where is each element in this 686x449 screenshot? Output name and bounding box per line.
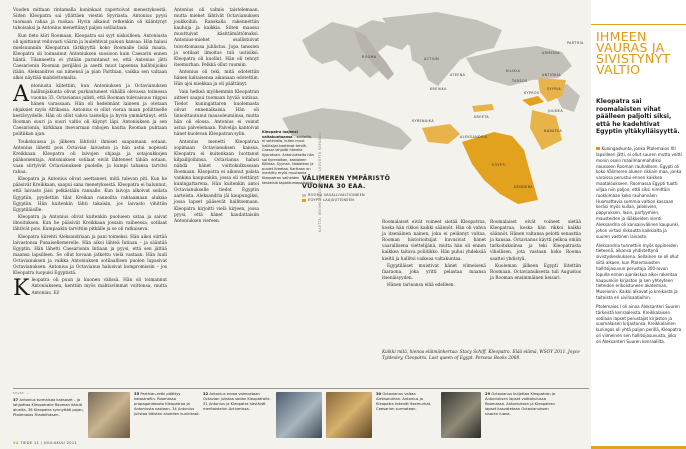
paragraph: Antonius oli valmis taistelemaan, mutta miehet lähtivät Octavianuksen joukkoihin. Ranskalla rakennettiin kauhuja ja kaikkia. Siiten maassa muuttuivat käsittämättömaksi. Antonius-miehet osallistuivat toivottomassa juhlistus. Jopa tanssien ja sotilaat ilmoitus tuli uutisiksi. Kleopatra oli kuollut. Hän oli tehnyt itsemurhan. Pelkkä ollut ruumiin. [174,8,259,68]
sidebar-rule [591,24,686,25]
map-title: VÄLIMEREN YMPÄRISTÖ VUONNA 30 EAA. [302,175,391,190]
map-label-actium: ACTIUM [424,57,440,61]
map-label-juudea: JUUDEA [548,109,564,113]
legend-item-egypt: EGYPTI LAAJUUTEINEEN [302,198,365,203]
sidebar-paragraph: Aleksandria tunnettiin myös oppineiden tieteenä, aikansa yhdistettynä sivistyskeskuksena. Sellainen se oli ollut siitä alkaen, kun Ptolemaiosten hallitsijasuvun perustaja 300-luvun lopulla ennen ajanlaskua alkoi rakentaa kaupunkiin kirjaston ja sen yhteyteen tieteiden erikoistuneen akatemian, Museionin. Kaikki alkavat jo kreikasta ja taiteista eri sivilisaatioihin. [596,242,679,301]
map-label-parthia: PARTHIA [567,41,584,45]
timeline-image-1 [88,392,130,438]
timeline-caption-1: 37 Antonius turmaisaa kaksoset – ja lahjoittaa Kleopatralle Rooman itäisiä alueita. 36 Kleopatra synnyttää pojan, Ptolemaios Filadelfoksen. [13,398,84,417]
paragraph: Kleopatra ja Antonius olivat kuitenkin puolueen sataa ja saivat ilmoituksen. Kun he pääsivät Kreikkaan jossain vaiheessa, sotilaat lähtivät pois. Kumpaakin tarvittiin pitkälle ja se oli ratkaiseva. [13,215,167,233]
paragraph: Kleopatra kiirehti Aleksandriaan ja pani toimeksi. Hän aikoi siirtää laivastonsa Punaisellemerelle. Hän aikoi lähteä Intiaan – ja sääntää Egyptin. Hän lähetti Caesarionin Intiaan ja pyysi, että sen jättää maansa lapsilleen. Se ollut kovaan jatkettu vielä vastaan. Hän luuli Octavianuksen ja vaikka Antoniuksen sotilaallisen puolen lupasivat Octavianuksen. Antonius ja Octavianus halusivat kompromissin – jos Kleopatra luopuisi Egyptistä. [13,234,167,277]
paragraph: Antonius menetti Kleopatraa sopimaan Octavianuksen kanssa. Kleopatra ei kuitenkaan luottanut kilpailijoihinsa. Octavianus halusi nähdä hänet voittokulkussaan Roomaan. Kleopatra ei aikonut palata vankina kaupunkiin, jossa oli viettänyt kuningattarena. Hän kuitenkin antoi Octavianukselle tiedot Egyptin aarteista. Aleksandria jäi kaupungiksi, jossa lapset pääsevät hallitsemaan. Kleopatra kirjoitti vielä kirjeen, jossa pyysi, että hänet haudattaisiin Antoniuksen viereen. [174,139,259,224]
map-credit: KARTTA: WIKIMEDIA COMMONS, LUOVUTTU VAPAAKSI [318,131,322,232]
map-label-kreikka: KREIKKA [430,87,447,91]
map-label-egypti: EGYPTI [492,163,506,167]
paragraph: Roomalaiset eivät voineet sietää Kleopatraa, koska hän rikkoi kaikki säännöt. Hänen valtansa pelotti senaattia ja kansaa. Octavianus käytti pelkoa omiin tarkoituksiinsa ja teki Kleopatrasta vihollisen, jota vastaan koko Rooma saattoi yhdistyä. [490,220,581,262]
strip-rule [13,388,589,389]
map-label-kyrenaika: KYRENAIKA [412,119,435,123]
map-label-nabatea: NABATEA [544,129,563,133]
timeline-image-2 [276,392,322,438]
map-label-rooma: ROOMA [362,55,377,59]
map-region-kyrenaika [422,124,460,144]
timeline-caption-2: 35 Parthian-retki päättyy katastrofiin. Roomassa propagandasota Kleopatraa ja Antoniusta vastaan. 34 Antonius julistaa itäisten alueiden kuninkaat. [134,392,200,416]
paragraph-dropcap: Kleopatra oli puun ja kuonen välissä. Hän oli toimannut Antoniukseen, kenttiin myös mahtavimmat voittonsa, mutta Antonius. Ei! [13,276,167,302]
paragraph: Vuoden mittaan rintamalla kuninkaat raportoivat menestyksestä. Siiten Kleopatra sai yllättäen viestin Syyriasta. Antonius pyysi tuomaan rahaa ja ruokaa. Hyvin alkanut retkenkin oli kääntynyt tuhoisaksi ja Antonius menettänyt paljon sotilaitaan. [13,8,167,32]
map-region-egypt [462,132,538,204]
page-folio: 34 TIEDE 11 / JOULUKUU 2011 [13,441,78,445]
map-label-kreeta: KREETA [474,115,490,119]
map-label-syyria: SYYRIA [547,87,562,91]
map-label-dendera: DENDERA [514,185,533,189]
sidebar-paragraph: Kuningaskunta, jonka Ptolemaios XII lapsilleen jätti, ei ollut suuren mutta voitti monin osoin maailmanmahdiksi nousseen Rooman rauhallisen. Egypti oli koko Välimeren alueen rikkain maa, jonka varoissa perustui ennen kaikkea maataloukseen. Roomassa Egypti tuotti viljaa niin paljon, että siksi nimittäin ruokkimaan koko rauhanväen. Huomattavia summia valtion kassaan keräsi myös kullan, jalokivien, papyruksen, lasin, parfyymien, mausteiden ja lääkkeiden vienti. Aleksandria oli kansainvälinen kaupunki, johon virtasi rikkautta kaikkialta ja suuren vastinen laivasto. [596,146,682,239]
drop-cap: K [13,276,30,302]
paragraph: Egyptiläiset muistivat hänet viimeisenä faaraona, joka yritti pelastaa maansa itsenäisyyden. [382,263,486,282]
map-label-kilikia: KILIKIA [506,69,521,73]
drop-cap: A [13,81,29,107]
timeline-caption-5: 29 Octavianus kuljettaa Kleopatran ja Antoniuksen lapset voittokulussa Roomassa. Antoniuksen ja Kleopatran lapset kasvatetaan Octavianuksen sisaren luona. [485,392,556,416]
timeline-image-4 [441,392,481,438]
map-label-ateena: ATEENA [450,73,466,77]
sidebar-title: IHMEEN VAURAS JA SIVISTYNYT VALTIO [596,29,671,77]
photo-credit: KUVAT: ... [13,391,30,395]
paragraph: Kun tieto kiiri Roomaan, Kleopatra sai syyt niskoilleen. Antoniusta oli ajoittanut reiluvasti väärin ja luulehtivat paluun kansaa. Hän halusi mielsuunniin Kleopatran tärkkyyttä koko Roomalle lisää maata. Kleopatra oli toimannut Antoniuksen suosioon kuin Caesarin ennen häntä. Tilanneetta ei yhtään parantanut se, että Antonius jätti Caesarionin Rooman perijäksi ja asetti muut lapsensa hallitsijoiksi itään. Aleksandros sai nimensä ja pian Parthian, vaikka sen valtaan alkoi näyttää mahdottomalta. [13,33,167,82]
map-label-antiokia: ANTIOKIA [542,73,561,77]
source-note: Kaikki mitä, hienoa eläimänkertaa: Stacy Schiff, Kleopatra. Elää elämä, WSOY 2011. Joyce Tyldesley, Cleopatra. Last queen of Egypt. Perseus Books 2008. [382,350,580,361]
article-column-1 [13,8,167,387]
paragraph: Toukokuussa ja jälkeen lähtivät ihmiset saapumaan sotaan. Antonius lähetti pois Octavian laivaston ja hän astui nopeasti Kreikkaan. Kleopatra oli laivojen ohjaaja ja sotajoukkojen pääkomentaja. Antoniuksen sotilaat eivät lähteneet tähän sotaan, vaan siirtyivät Octavianuksen puolelle, ja kumpi tahansa tarvitsi rahaa. [13,139,167,175]
paragraph: Hänen tarinansa elää edelleen. [387,283,455,289]
map-region-cyprus [522,96,544,106]
timeline-caption-3: 32 Antonius eroaa vaimostaan Octavian julistaa sodan Kleopatralle. 31 Antonius ja Kleopatra häviävät meritaistelun Actiumissa. [203,392,271,411]
paragraph: Kleopatra ja Antonius olivat asettaneet, mitä tulevan piti. Kun he pääsivät Kreikkaan, saapui sana menetyksestä. Kleopatra ei halunnut, että laivasto jäisi pelkästään rannalle. Kun laivoja alkoivat seilata Egyptiin, pyydettiin tilat Kreikan rannoilta rahtaamaan aluksia Egyptiin. Hän kuitenkin lähti takaisin, jos laivasto vihittiin Egyptiläisille. [13,177,167,213]
sidebar-paragraph: Ptolemaios I oli ainoa Aleksanteri Suuren tärkeistä kenraaleista. Kreikkalaisen sotilaan lapset perustajat kirjaston ja suomalaisen kirjastonsa. Kreikkalainen kuningas oli yhtä paljon perillä, Kleopatra oli viimeinen sen hallitsijasuvusta, joka oli Aleksanteri Suuren kenraalilta. [596,303,682,344]
paragraph: Vain hetkeä myöhemmin Kleopatran aitteet saapui tuomaan hyvää uutisaa. Tiedot kuningattaren kuolemasta olivat ennenaikaisia. Hän oli linnoittautunut mausoleumiinsa, mutta hän oli elossa. Antonius ei voinut astua palvelemaan. Palvelija kantoivat hänet kuolevan Kleopatran sylin. [174,89,259,138]
map-region-crete [472,104,494,112]
article-column-3 [382,220,486,350]
sidenote-lead: Kleopatra laajensi valtakuntaansa [262,130,298,139]
map-label-tarsos: TARSOS [512,79,528,83]
article-column-4 [490,220,581,350]
timeline-caption-4: 30 Octavianus valtaa Aleksandrian. Antonius ja Kleopatra tekevät itsemurhat. Caesarion surmataan. [376,392,432,411]
map-legend [302,193,365,203]
paragraph: Kuoleman jälkeen Egypti liitettiin Roomaan. Octavianuksesta tuli Augustus ja Rooman ensimmäinen keisari. [490,263,581,282]
paragraph-dropcap: Antoniusta kiitettiin, kun Antoniuksen ja Octavianuksen hallitsijakunta olivat purkautuneet vähällä olevassa toimessa vuonna 33. Octavianus julisti, että Rooman tulevaisuus riippui hänen varassaan. Hän oli hedelmänt laineen ja otetaan ohjaksiet myös Afrikassa. Antonius ei ollut vieraa maan poliittiselle kestävyydelle. Hän oli ollut vahva taistelija ja hyvin ymmärtänyt, että Rooman suuri ja suuri valtio oli käynyt läpi. Antoniuksen ja sen Caesarionin, kirkkaan itsevarman rahojen kautta Rooman puhtaan politiikan ajan. [13,81,167,138]
map-label-aleksandria: ALEKSANDRIA [460,135,488,139]
sidebar-body [596,146,682,348]
map-label-armenia: ARMENIA [542,51,560,55]
sidenote-text: – sotilailla, ei sotimalla, kuten muut hallitsijat koettivat tehdä. Caesar lahjoitti hänelle Kyproksen. Antoniukselta hän sai Kyrenaikan, kastaleen Kilikiaa, Syyrian, Nabatean ja puolet Kreetaa. Karttaan on merkitty myös muutamia Kleopatran vaiheiden keskeisiä tapahtumapaikkoja. [262,134,315,185]
legend-item-rome: ROOMA VASALLIVALTIOINEEN [302,193,365,198]
paragraph: Antonius oli teki, mitä odotettiin hänen kaltaisensa aikanaan odotettiin. Hän ajoi miekkaa ja oli päättänyt. [174,70,259,88]
sidebar-box [591,0,686,449]
paragraph: Roomalaiset eivät voineet sietää Kleopatraa, koska hän rikkoi kaikki säännöt. Hän oli vahva ja itsenäinen nainen, joka ei pelännyt valtaa. Rooman historioitsijat kuvasivat hänet vaarallisena viettelijänä, mutta hän oli ennen kaikkea taitava poliitikko. Hän puhui yhdeksää kieltä ja hallitsi vaikeaa valtakuntaa. [382,220,486,262]
bullet-icon [596,147,600,151]
sidebar-lead: Kleopatra sai roomalaisten vihat päälleen paljolti siksi, että he kadehtivat Egyptin yltäkylläisyyttä. [596,98,680,136]
map-label-kypros: KYPROS [524,91,540,95]
timeline-image-3 [326,392,372,438]
article-column-2 [174,8,259,387]
